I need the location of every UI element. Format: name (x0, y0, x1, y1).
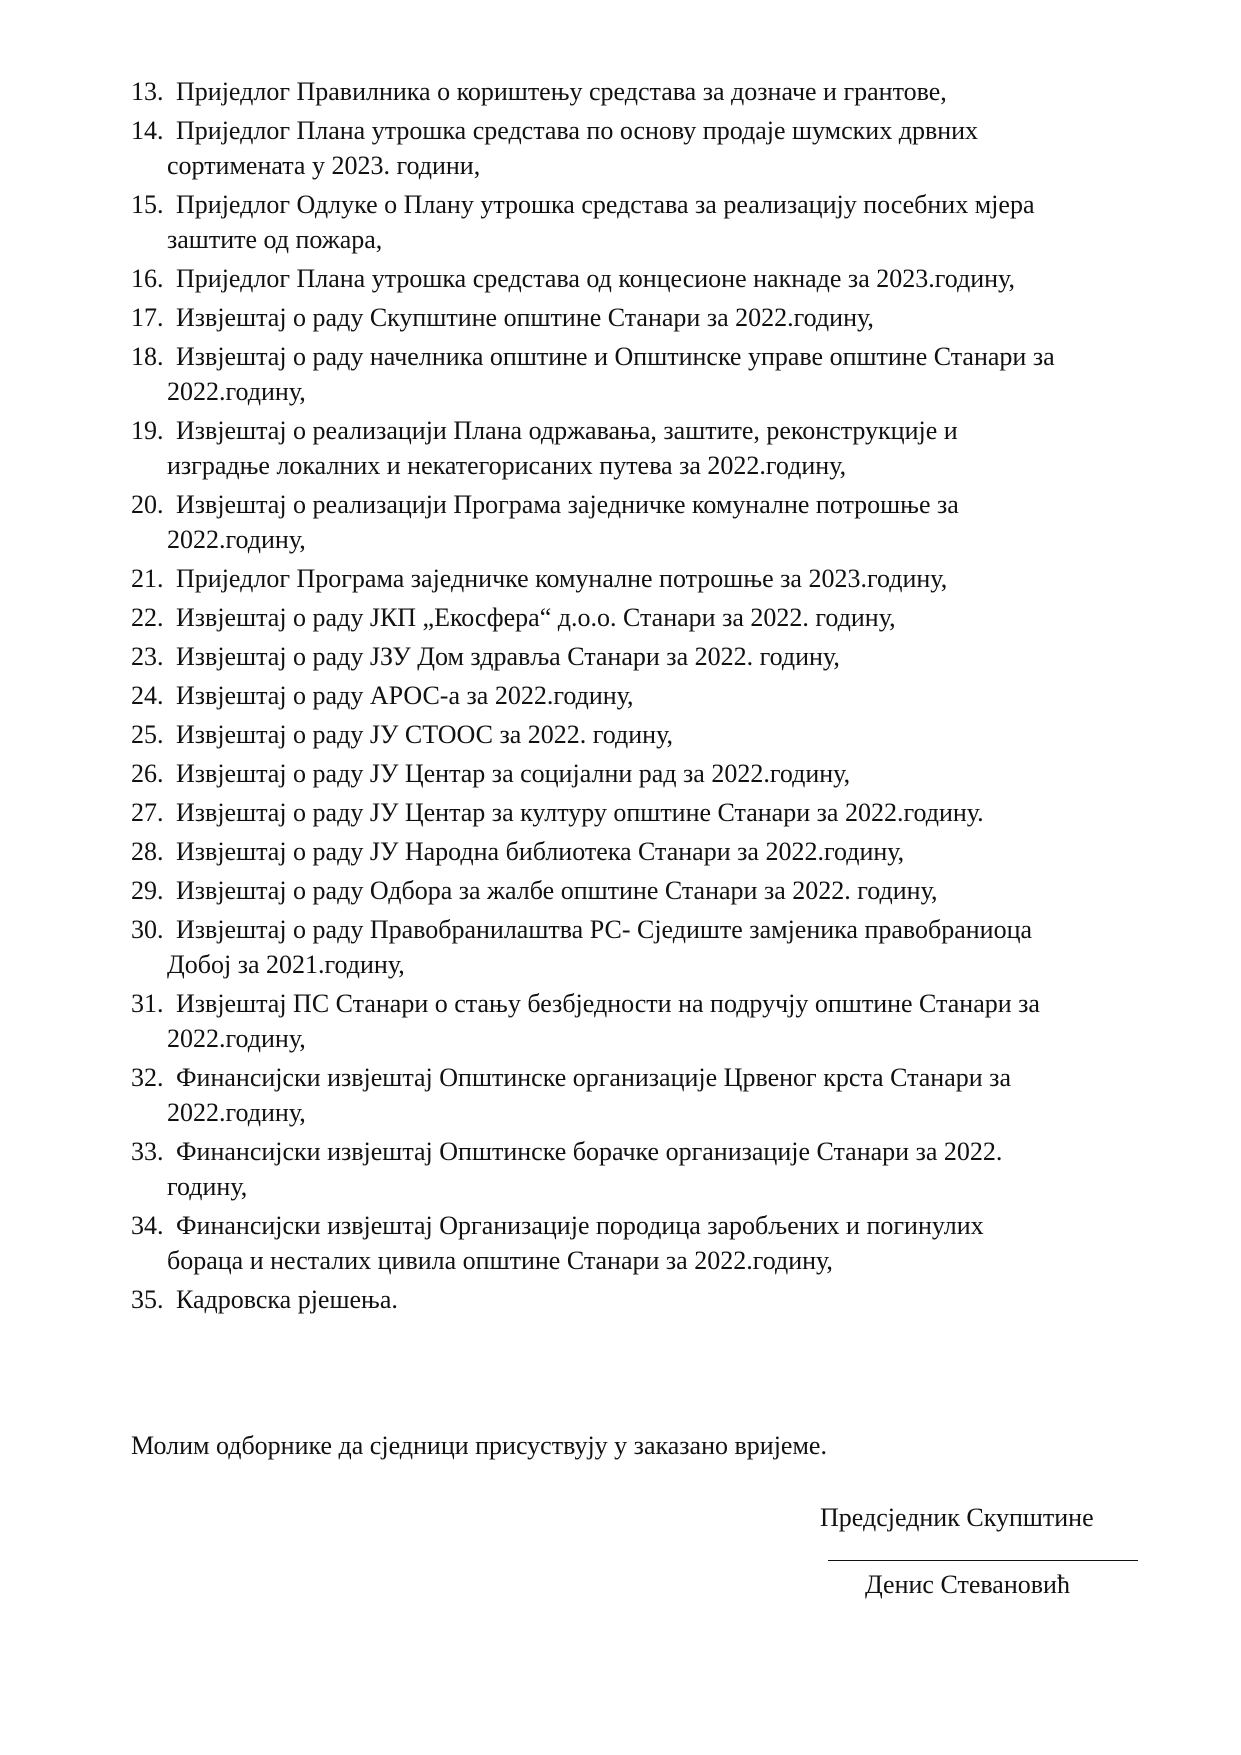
agenda-item-number: 29. (131, 876, 164, 905)
agenda-item-text-continuation: 2022.годину, (167, 377, 306, 406)
agenda-item (131, 1060, 1164, 1130)
agenda-item (131, 600, 1164, 635)
agenda-item-text-continuation: заштите од пожара, (167, 225, 383, 254)
agenda-item-number: 28. (131, 837, 164, 866)
agenda-item-number: 18. (131, 342, 164, 371)
agenda-item-number: 16. (131, 264, 164, 293)
agenda-item (131, 300, 1164, 335)
agenda-item-text: Приједлог Одлуке о Плану утрошка средстава за реализацију посебних мјера (176, 190, 1035, 219)
agenda-item-text-continuation: 2022.годину, (167, 1024, 306, 1053)
agenda-item (131, 678, 1164, 713)
agenda-item (131, 487, 1164, 557)
agenda-item-number: 22. (131, 603, 164, 632)
agenda-item-text: Приједлог Програма заједничке комуналне потрошње за 2023.годину, (176, 564, 948, 593)
agenda-item-text: Извјештај о раду Одбора за жалбе општине Станари за 2022. годину, (176, 876, 938, 905)
agenda-item-number: 19. (131, 416, 164, 445)
signature-block (805, 1500, 1145, 1602)
agenda-item-text: Извјештај о раду Правобранилаштва РС- Сједиште замјеника правобраниоца (176, 915, 1033, 944)
agenda-item-text: Финансијски извјештај Организације породица заробљених и погинулих (176, 1211, 984, 1240)
agenda-item-text: Кадровска рјешења. (176, 1285, 398, 1314)
signature-name: Денис Стевановић (865, 1570, 1070, 1599)
agenda-item-number: 17. (131, 303, 164, 332)
agenda-item (131, 1134, 1164, 1204)
agenda-item-number: 15. (131, 190, 164, 219)
agenda-item (131, 873, 1164, 908)
agenda-item-number: 32. (131, 1063, 164, 1092)
agenda-item-text-continuation: 2022.годину, (167, 525, 306, 554)
agenda-item-number: 33. (131, 1137, 164, 1166)
closing-sentence: Молим одборнике да сједници присуствују у заказано вријеме. (131, 1431, 827, 1460)
agenda-item-text-continuation: сортимената у 2023. години, (167, 151, 481, 180)
agenda-item-text: Извјештај о раду АРОС-а за 2022.годину, (176, 681, 634, 710)
agenda-item (131, 834, 1164, 869)
agenda-item (131, 561, 1164, 596)
agenda-item (131, 986, 1164, 1056)
agenda-item-text: Приједлог Плана утрошка средстава од концесионе накнаде за 2023.годину, (176, 264, 1015, 293)
agenda-item (131, 795, 1164, 830)
agenda-item-text: Приједлог Плана утрошка средстава по основу продаје шумских дрвних (176, 116, 979, 145)
agenda-item-number: 35. (131, 1285, 164, 1314)
agenda-item (131, 639, 1164, 674)
agenda-item-text: Извјештај о раду ЈКП „Екосфера“ д.о.о. Станари за 2022. годину, (176, 603, 896, 632)
agenda-item-number: 23. (131, 642, 164, 671)
agenda-item-number: 14. (131, 116, 164, 145)
agenda-item (131, 261, 1164, 296)
agenda-item-text-continuation: годину, (167, 1172, 248, 1201)
agenda-item-text: Извјештај о раду ЈУ СТООС за 2022. годину, (176, 720, 673, 749)
agenda-item (131, 187, 1164, 257)
agenda-item-text: Извјештај ПС Станари о стању безбједности на подручју општине Станари за (176, 989, 1040, 1018)
agenda-item (131, 339, 1164, 409)
agenda-item-number: 13. (131, 77, 164, 106)
signature-title: Предсједник Скупштине (820, 1503, 1094, 1532)
agenda-item (131, 1282, 1164, 1317)
signature-line (828, 1560, 1138, 1561)
agenda-item-text: Приједлог Правилника о кориштењу средстава за дозначе и грантове, (176, 77, 947, 106)
agenda-item-text-continuation: бораца и несталих цивила општине Станари за 2022.годину, (167, 1246, 833, 1275)
agenda-item-text: Извјештај о раду ЈУ Центар за културу општине Станари за 2022.годину. (176, 798, 984, 827)
agenda-item-number: 31. (131, 989, 164, 1018)
agenda-item-text: Извјештај о реализацији Програма заједничке комуналне потрошње за (176, 490, 959, 519)
agenda-item-number: 26. (131, 759, 164, 788)
agenda-item-text: Извјештај о раду ЈЗУ Дом здравља Станари за 2022. годину, (176, 642, 840, 671)
agenda-item (131, 1208, 1164, 1278)
agenda-item-number: 25. (131, 720, 164, 749)
agenda-item-number: 34. (131, 1211, 164, 1240)
agenda-item-number: 30. (131, 915, 164, 944)
agenda-item-text: Извјештај о раду ЈУ Народна библиотека Станари за 2022.годину, (176, 837, 905, 866)
agenda-item (131, 717, 1164, 752)
agenda-list (131, 74, 1164, 1321)
agenda-item-text-continuation: изградње локалних и некатегорисаних путева за 2022.годину, (167, 451, 847, 480)
agenda-item-text-continuation: 2022.годину, (167, 1098, 306, 1127)
agenda-item-number: 24. (131, 681, 164, 710)
agenda-item-number: 20. (131, 490, 164, 519)
agenda-item-text: Финансијски извјештај Општинске борачке организације Станари за 2022. (176, 1137, 1003, 1166)
agenda-item (131, 413, 1164, 483)
agenda-item (131, 756, 1164, 791)
agenda-item (131, 74, 1164, 109)
agenda-item-text-continuation: Добој за 2021.годину, (167, 950, 405, 979)
agenda-item-text: Извјештај о раду Скупштине општине Станари за 2022.годину, (176, 303, 874, 332)
agenda-item-text: Извјештај о реализацији Плана одржавања, заштите, реконструкције и (176, 416, 958, 445)
agenda-item (131, 113, 1164, 183)
agenda-item-text: Финансијски извјештај Општинске организације Црвеног крста Станари за (176, 1063, 1011, 1092)
agenda-item-number: 21. (131, 564, 164, 593)
agenda-item-number: 27. (131, 798, 164, 827)
agenda-item-text: Извјештај о раду начелника општине и Општинске управе општине Станари за (176, 342, 1055, 371)
agenda-item-text: Извјештај о раду ЈУ Центар за социјални рад за 2022.годину, (176, 759, 851, 788)
agenda-item (131, 912, 1164, 982)
